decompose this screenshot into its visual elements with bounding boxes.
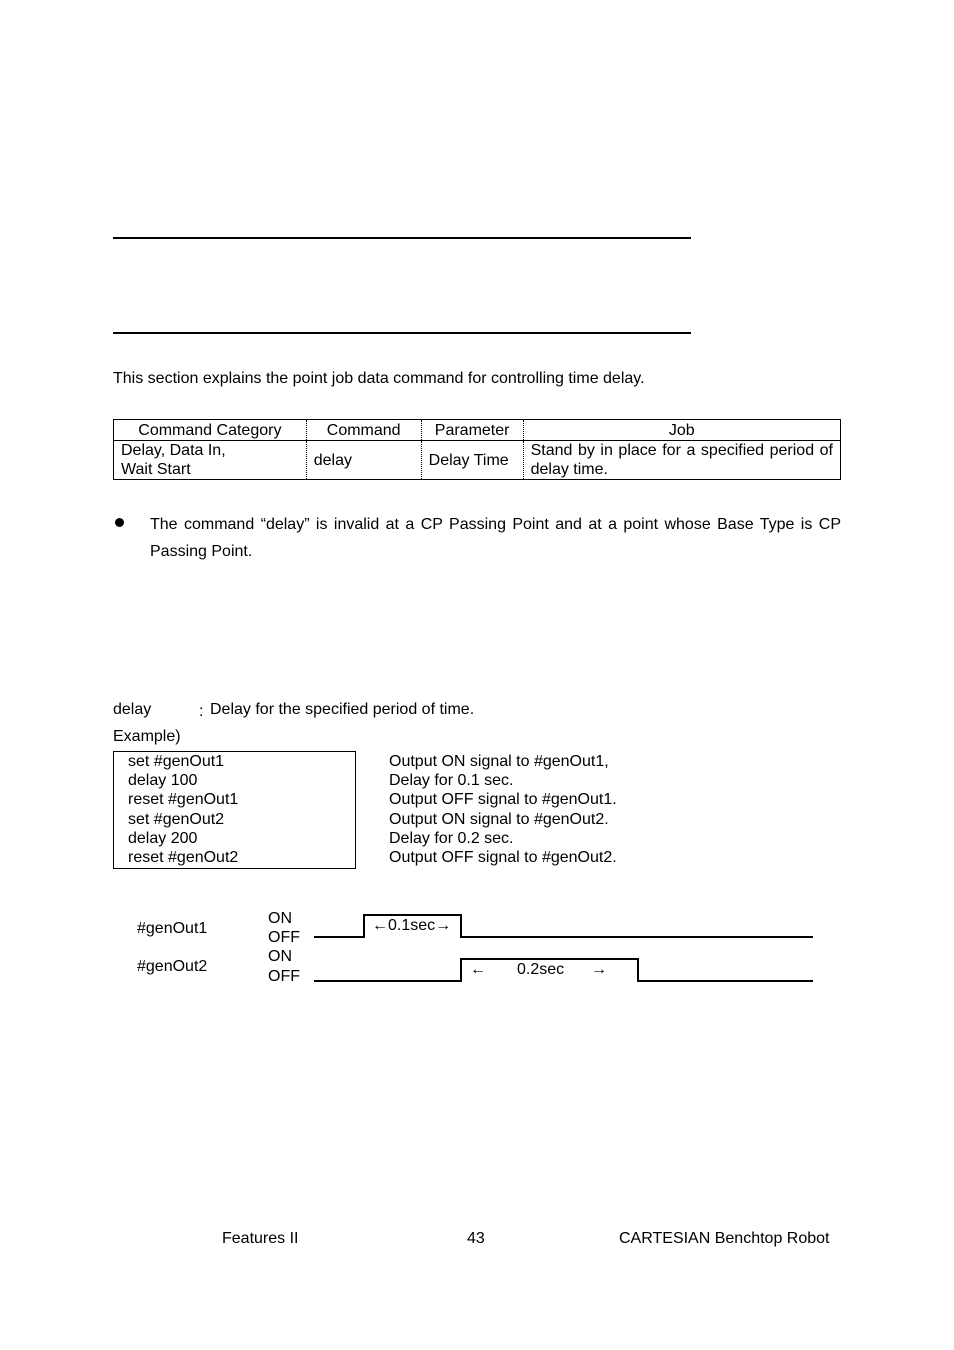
signal2-label: #genOut2 bbox=[137, 958, 208, 975]
code-line: delay 100 bbox=[128, 772, 198, 790]
category-line-2: Wait Start bbox=[121, 461, 191, 478]
cell-command: delay bbox=[306, 441, 421, 480]
cell-parameter: Delay Time bbox=[421, 441, 523, 480]
comment-line: Delay for 0.1 sec. bbox=[389, 772, 514, 790]
comment-line: Output OFF signal to #genOut2. bbox=[389, 849, 617, 867]
pulse2-right-arrow-icon: → bbox=[591, 961, 607, 978]
table-row bbox=[114, 441, 841, 480]
footer-right: CARTESIAN Benchtop Robot bbox=[619, 1230, 830, 1247]
signal1-off-label: OFF bbox=[268, 929, 300, 946]
page-number: 43 bbox=[467, 1230, 485, 1247]
category-line-1: Delay, Data In, bbox=[121, 442, 226, 459]
pulse2-left-arrow-icon: ← bbox=[470, 961, 486, 978]
footer-left: Features II bbox=[222, 1230, 299, 1247]
code-line: set #genOut1 bbox=[128, 753, 225, 770]
signal2-on-label: ON bbox=[268, 948, 292, 965]
bullet-dot-icon bbox=[115, 518, 124, 527]
comment-line: Delay for 0.2 sec. bbox=[389, 829, 514, 847]
pulse2-duration-label: 0.2sec bbox=[517, 961, 565, 978]
comment-line: Output ON signal to #genOut1, bbox=[389, 753, 609, 770]
definition-term: delay bbox=[113, 701, 152, 718]
code-line: set #genOut2 bbox=[128, 810, 225, 828]
header-parameter: Parameter bbox=[421, 420, 523, 441]
table-header-row bbox=[114, 420, 841, 441]
heading-rule bbox=[113, 332, 691, 334]
comment-line: Output ON signal to #genOut2. bbox=[389, 810, 609, 828]
cell-category bbox=[114, 441, 307, 480]
definition-description: Delay for the specified period of time. bbox=[210, 701, 475, 718]
header-command: Command bbox=[306, 420, 421, 441]
note-text: The command “delay” is invalid at a CP Passing Point and at a point whose Base Type is CP Passing Point. bbox=[150, 516, 841, 560]
definition-separator: : bbox=[199, 703, 204, 720]
comment-line: Output OFF signal to #genOut1. bbox=[389, 791, 617, 809]
signal1-label: #genOut1 bbox=[137, 920, 208, 937]
example-label: Example) bbox=[113, 728, 181, 745]
signal1-on-label: ON bbox=[268, 910, 292, 927]
code-line: reset #genOut1 bbox=[128, 791, 239, 809]
cell-job: Stand by in place for a specified period of delay time. bbox=[523, 441, 840, 480]
header-command-category: Command Category bbox=[114, 420, 307, 441]
header-job: Job bbox=[523, 420, 840, 441]
pulse1-duration-label: ←0.1sec→ bbox=[372, 917, 452, 934]
top-rule bbox=[113, 237, 691, 239]
example-code-box bbox=[113, 751, 356, 869]
signal2-off-label: OFF bbox=[268, 968, 300, 985]
code-line: delay 200 bbox=[128, 829, 198, 847]
command-table bbox=[113, 419, 841, 480]
example-comments bbox=[389, 752, 617, 867]
intro-text: This section explains the point job data command for controlling time delay. bbox=[113, 370, 645, 387]
code-line: reset #genOut2 bbox=[128, 849, 239, 867]
note-bullet bbox=[113, 511, 841, 565]
